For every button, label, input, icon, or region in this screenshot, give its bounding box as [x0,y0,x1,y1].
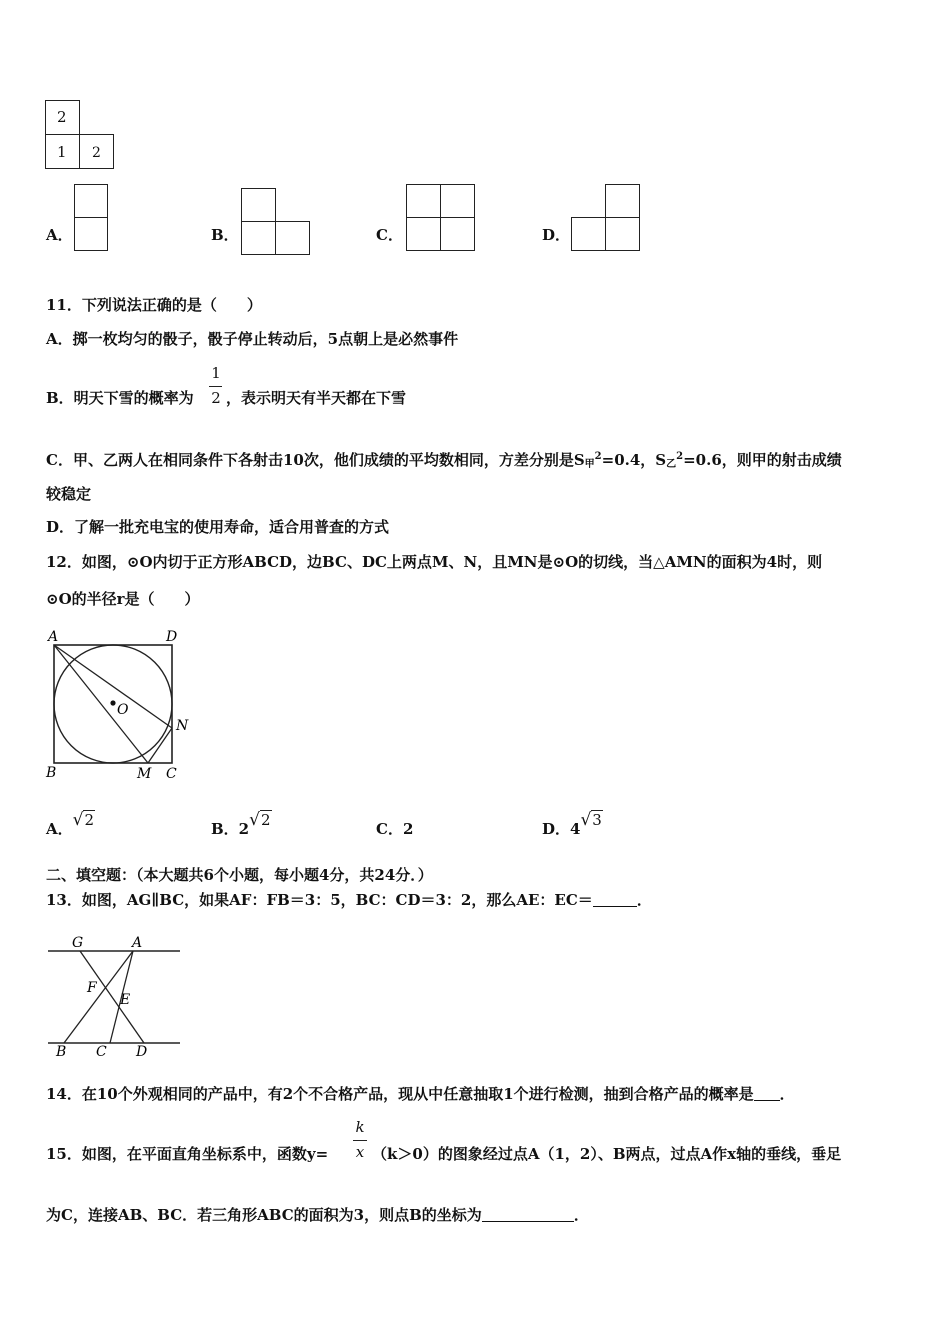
net-cell-top-number: 2 [57,108,67,126]
label-n: N [176,718,189,734]
label-c: C [96,1044,107,1060]
q13-figure [40,930,190,1060]
q15-line1-before: 15．如图，在平面直角坐标系中，函数y= [46,1145,329,1163]
label-d: D [136,1044,148,1060]
label-c: C [166,766,177,782]
q11-option-b-after: ，表示明天有半天都在下雪 [226,389,407,407]
q13-stem: 13．如图，AG∥BC，如果AF：FB＝3：5，BC：CD＝3：2，那么AE：EC＝ ． [46,891,652,909]
label-b: B [56,1044,67,1060]
q11-fraction-bar [209,386,222,387]
q12-option-d: D．4√3 [542,810,602,838]
sqrt-icon: √ [249,810,260,830]
q10-option-d-label: D． [542,226,571,244]
q12-option-b: B．2√2 [211,810,271,838]
q12-stem-line2: ⊙O的半径r是（ ） [46,590,200,608]
q11-option-b-before: B．明天下雪的概率为 [46,389,194,407]
q11-stem: 11．下列说法正确的是（ ） [46,296,262,314]
label-d: D [166,629,178,645]
q11-option-a: A．掷一枚均匀的骰子，骰子停止转动后，5点朝上是必然事件 [46,330,459,348]
segment-am [54,645,148,763]
q15-fraction-bar [353,1140,367,1141]
q11-option-d: D．了解一批充电宝的使用寿命，适合用普查的方式 [46,518,390,536]
label-g: G [72,935,84,951]
q12-figure [40,625,200,785]
sqrt-icon: √ [72,810,84,830]
net-cell-bottom-left-number: 1 [57,143,67,161]
q10-option-a-label: A． [46,226,73,244]
segment-gd [80,951,144,1043]
q10-option-c-label: C． [376,226,403,244]
label-a: A [48,629,59,645]
q11-fraction-denominator: 2 [211,389,221,407]
center-point [110,700,115,705]
q15-line1-after: （k＞0）的图象经过点A（1，2）、B两点，过点A作x轴的垂线，垂足 [372,1145,842,1163]
q11-fraction-numerator: 1 [211,364,221,382]
q14-stem: 14．在10个外观相同的产品中，有2个不合格产品，现从中任意抽取1个进行检测，抽到合格产品的概率是 ． [46,1085,795,1103]
q12-stem-line1: 12．如图，⊙O内切于正方形ABCD，边BC、DC上两点M、N，且MN是⊙O的切线，当△AMN的面积为4时，则 [46,553,823,571]
answer-blank [482,1207,574,1222]
label-e: E [120,992,131,1008]
q15-line2: 为C，连接AB、BC．若三角形ABC的面积为3，则点B的坐标为 ． [46,1206,589,1224]
label-f: F [87,980,97,996]
sqrt-icon: √ [580,810,592,830]
label-a: A [132,935,143,951]
net-cell-bottom-right-number: 2 [92,145,101,161]
label-m: M [137,766,152,782]
q11-option-c-line2: 较稳定 [46,485,92,503]
q15-fraction-denominator: x [355,1143,365,1161]
answer-blank [754,1086,780,1101]
q15-fraction-numerator: k [355,1118,365,1136]
label-b: B [46,765,57,781]
q11-option-c-line1: C．甲、乙两人在相同条件下各射击10次，他们成绩的平均数相同，方差分别是$S_甲^2=0.4$，$S_乙^2=0.6$，则甲的射击成绩 [46,451,842,470]
label-o: O [117,702,129,718]
segment-mn [148,728,172,763]
q12-option-c: C．2 [376,820,414,838]
q10-option-b-label: B． [211,226,239,244]
answer-blank [593,892,637,907]
section-2-heading: 二、填空题：（本大题共6个小题，每小题4分，共24分．） [46,866,433,884]
q12-option-a: A．√2 [46,810,95,838]
segment-an [54,645,172,728]
